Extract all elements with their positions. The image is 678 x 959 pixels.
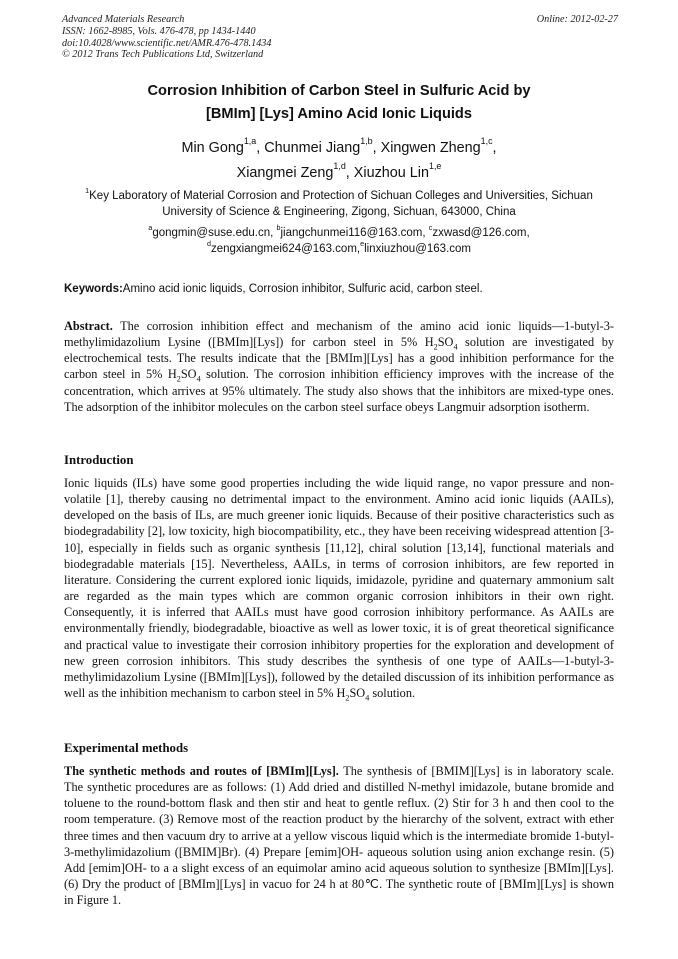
author-name: Xingwen Zheng bbox=[380, 140, 481, 156]
experimental-paragraph bbox=[64, 763, 614, 908]
author-separator: , bbox=[256, 140, 265, 156]
copyright-line: © 2012 Trans Tech Publications Ltd, Switzerland bbox=[62, 49, 264, 61]
affiliation bbox=[58, 186, 620, 220]
email-address[interactable]: zxwasd@126.com, bbox=[432, 227, 530, 239]
keywords-text: Amino acid ionic liquids, Corrosion inhibitor, Sulfuric acid, carbon steel. bbox=[122, 283, 483, 295]
introduction-paragraph bbox=[64, 475, 614, 701]
author-line-2 bbox=[40, 161, 638, 186]
abstract-text: SO bbox=[437, 335, 454, 350]
author-separator: , bbox=[492, 140, 497, 156]
paper-title bbox=[40, 80, 638, 126]
introduction-heading: Introduction bbox=[64, 453, 134, 467]
experimental-lead: The synthetic methods and routes of [BMIm][Lys]. bbox=[64, 764, 339, 778]
email-mark: d bbox=[207, 239, 211, 248]
email-mark: b bbox=[276, 223, 281, 232]
author-affiliation-mark: 1,b bbox=[360, 136, 373, 147]
author-name: Min Gong bbox=[181, 140, 244, 156]
email-line-1 bbox=[58, 225, 620, 241]
abstract-label: Abstract. bbox=[64, 319, 113, 333]
affiliation-text: Key Laboratory of Material Corrosion and Protection of Sichuan Colleges and Universities, Sichuan bbox=[89, 190, 593, 202]
title-line-1: Corrosion Inhibition of Carbon Steel in Sulfuric Acid by bbox=[147, 83, 531, 99]
author-separator: , bbox=[345, 165, 354, 181]
email-mark: e bbox=[360, 239, 365, 248]
doi-line: doi:10.4028/www.scientific.net/AMR.476-478.1434 bbox=[62, 37, 272, 49]
subscript: 2 bbox=[345, 693, 350, 703]
email-address[interactable]: zengxiangmei624@163.com, bbox=[210, 243, 361, 255]
experimental-text: The synthesis of [BMIM][Lys] is in laboratory scale. The synthetic procedures are as follows: (1) Add dried and distilled N-methyl imidazole, butane bromide and toluene to the round-bottom flask and then stir and heat to gentle reflux. (2) Stir for 3 h and then cool to the room temperature. (3) Remove most of the reaction product by the hierarchy of the solvent, extract with ether three times and then vacuum dry to arrive at a yellow viscous liquid which is the intermediate bromide 1-butyl-3-methylimidazolium ([BMIM]Br). (4) Prepare [emim]OH- aqueous solution using anion exchange resin. (5) Add [emim]OH- to a a slight excess of an equimolar amino acid aqueous solution to synthesize [BMIm][Lys]. (6) Dry the product of [BMIm][Lys] in vacuo for 24 h at 80℃. The synthetic route of [BMIm][Lys] is shown in Figure 1. bbox=[64, 764, 614, 908]
email-mark: c bbox=[428, 223, 433, 232]
journal-name: Advanced Materials Research bbox=[62, 14, 185, 25]
subscript: 2 bbox=[433, 342, 438, 352]
keywords-label: Keywords: bbox=[64, 283, 123, 295]
abstract-text: The corrosion inhibition effect and mechanism of the amino acid ionic liquids—1-butyl-3-methylimidazolium Lysine ([BMIm][Lys]) for carbon steel in 5% H bbox=[64, 319, 614, 350]
author-name: Xiangmei Zeng bbox=[236, 165, 334, 181]
author-list bbox=[40, 136, 638, 186]
introduction-text: solution. bbox=[369, 686, 416, 701]
email-line-2 bbox=[58, 241, 620, 257]
experimental-heading: Experimental methods bbox=[64, 741, 189, 755]
affiliation-line-1 bbox=[58, 186, 620, 205]
author-line-1 bbox=[40, 136, 638, 161]
subscript: 4 bbox=[365, 693, 370, 703]
email-address[interactable]: linxiuzhou@163.com bbox=[364, 243, 471, 255]
abstract bbox=[64, 318, 614, 415]
abstract-text: solution. The corrosion inhibition efficiency improves with the increase of the concentration, which arrives at 95% ultimately. The study also shows that the inhibitors are mixed-type ones. The adsorption of the inhibitor molecules on the carbon steel surface obeys Langmuir adsorption isotherm. bbox=[64, 367, 614, 414]
abstract-text: solution are investigated by electrochemical tests. The results indicate that the [BMIm][Lys] has a good inhibition performance for the carbon steel in 5% H bbox=[64, 335, 614, 382]
introduction-text: SO bbox=[349, 686, 366, 701]
keywords bbox=[64, 282, 624, 297]
affiliation-mark: 1 bbox=[85, 186, 90, 195]
introduction-text: Ionic liquids (ILs) have some good properties including the wide liquid range, no vapor pressure and non-volatile [1], thereby causing no detrimental impact to the environment. Amino acid ionic liquids (AAILs), developed on the basis of ILs, are much greener ionic liquids. Because of their positive characteristics such as biodegradability [2], low toxicity, high biocompatibility, etc., they have been receiving widespread attention [3-10], especially in fields such as organic synthesis [11,12], chiral solution [13,14], functional materials and biodegradable materials [15]. Nevertheless, AAILs, in terms of corrosion inhibitors, are few reported in literature. Considering the current explored ionic liquids, imidazole, pyridine and quaternary ammonium salt are regarded as the main types which are common organic corrosion inhibitors in their own right. Consequently, it is inferred that AAILs must have good corrosion inhibitory performance. As AAILs are environmentally friendly, biodegradable, bioactive as well as lower toxic, it is of great theoretical significance and practical value to investigate their corrosion inhibitory properties for the exploration and development of new green corrosion inhibitors. This study describes the synthesis of one type of AAILs—1-butyl-3-methylimidazolium Lysine ([BMIm][Lys]), followed by the detailed discussion of its inhibition performance as well as the inhibition mechanism to carbon steel in 5% H bbox=[64, 476, 614, 701]
email-address[interactable]: gongmin@suse.edu.cn, bbox=[152, 227, 277, 239]
email-mark: a bbox=[148, 223, 153, 232]
email-list bbox=[58, 225, 620, 257]
issn-line: ISSN: 1662-8985, Vols. 476-478, pp 1434-1440 bbox=[62, 25, 256, 37]
author-separator: , bbox=[372, 140, 381, 156]
author-name: Chunmei Jiang bbox=[264, 140, 361, 156]
affiliation-line-2: University of Science & Engineering, Zigong, Sichuan, 643000, China bbox=[162, 205, 516, 218]
author-affiliation-mark: 1,c bbox=[480, 136, 493, 147]
subscript: 4 bbox=[196, 374, 201, 384]
abstract-text: SO bbox=[180, 367, 197, 382]
author-affiliation-mark: 1,d bbox=[333, 161, 346, 172]
online-date: Online: 2012-02-27 bbox=[536, 14, 618, 25]
email-address[interactable]: jiangchunmei116@163.com, bbox=[280, 227, 429, 239]
subscript: 4 bbox=[453, 342, 458, 352]
author-affiliation-mark: 1,e bbox=[429, 161, 442, 172]
author-affiliation-mark: 1,a bbox=[243, 136, 257, 147]
subscript: 2 bbox=[176, 374, 181, 384]
journal-header bbox=[62, 14, 618, 61]
author-name: Xiuzhou Lin bbox=[353, 165, 429, 181]
title-line-2: [BMIm] [Lys] Amino Acid Ionic Liquids bbox=[206, 106, 472, 122]
